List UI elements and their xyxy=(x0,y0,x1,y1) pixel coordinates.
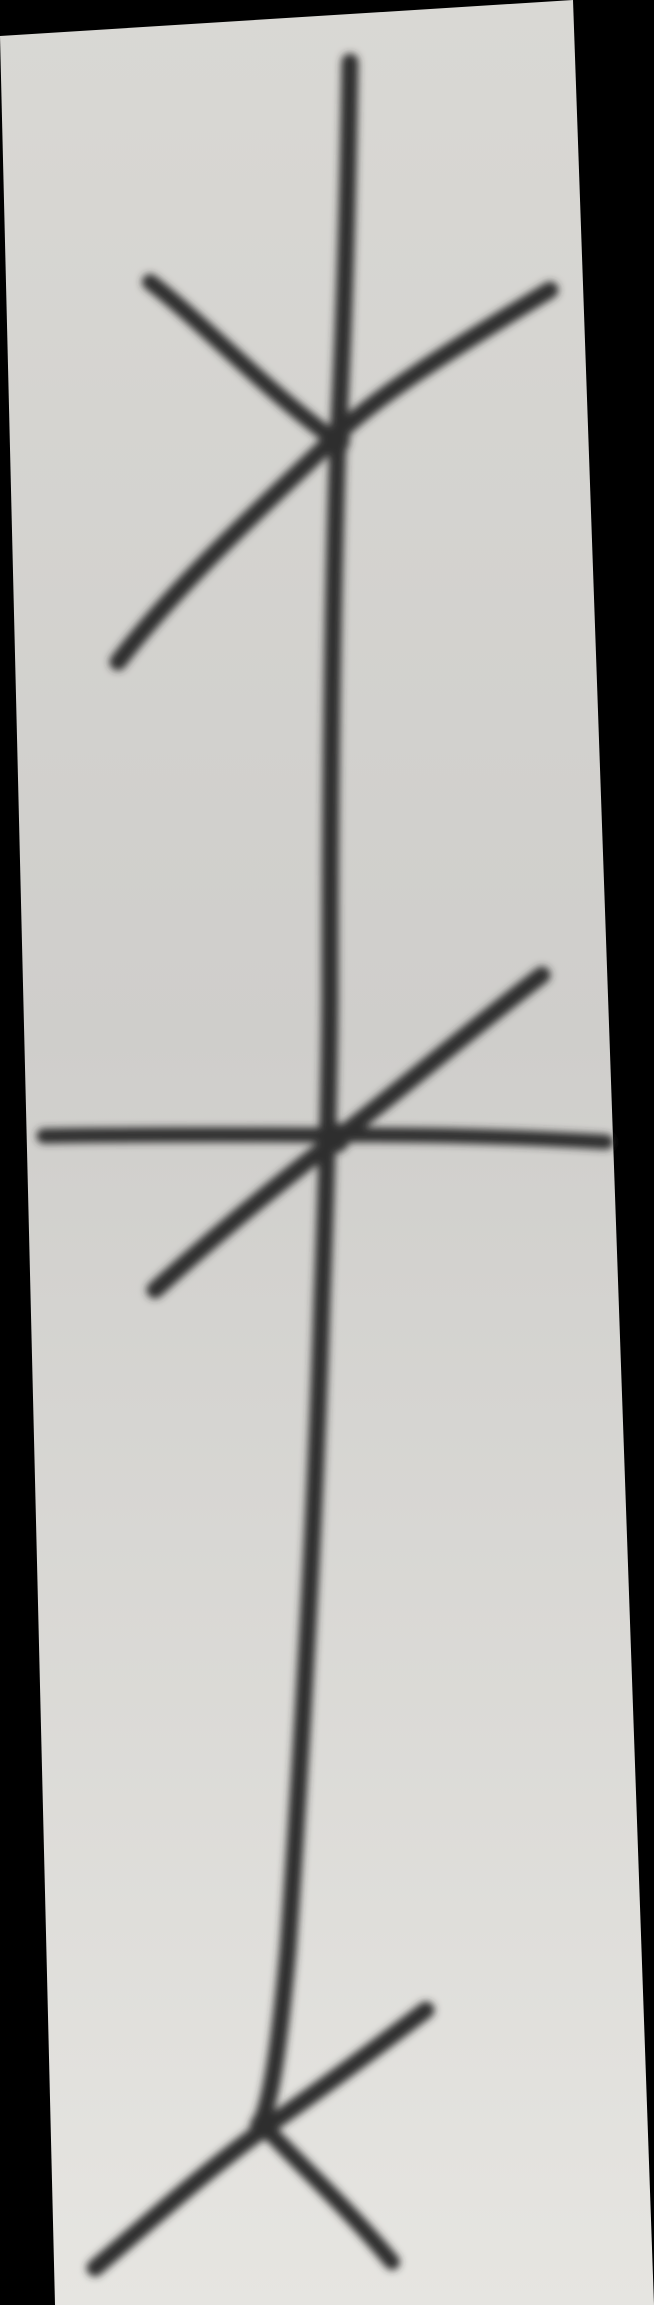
top-node-dot xyxy=(320,425,350,455)
bottom-node-dot xyxy=(250,2112,278,2140)
middle-node-dot xyxy=(320,1123,350,1153)
